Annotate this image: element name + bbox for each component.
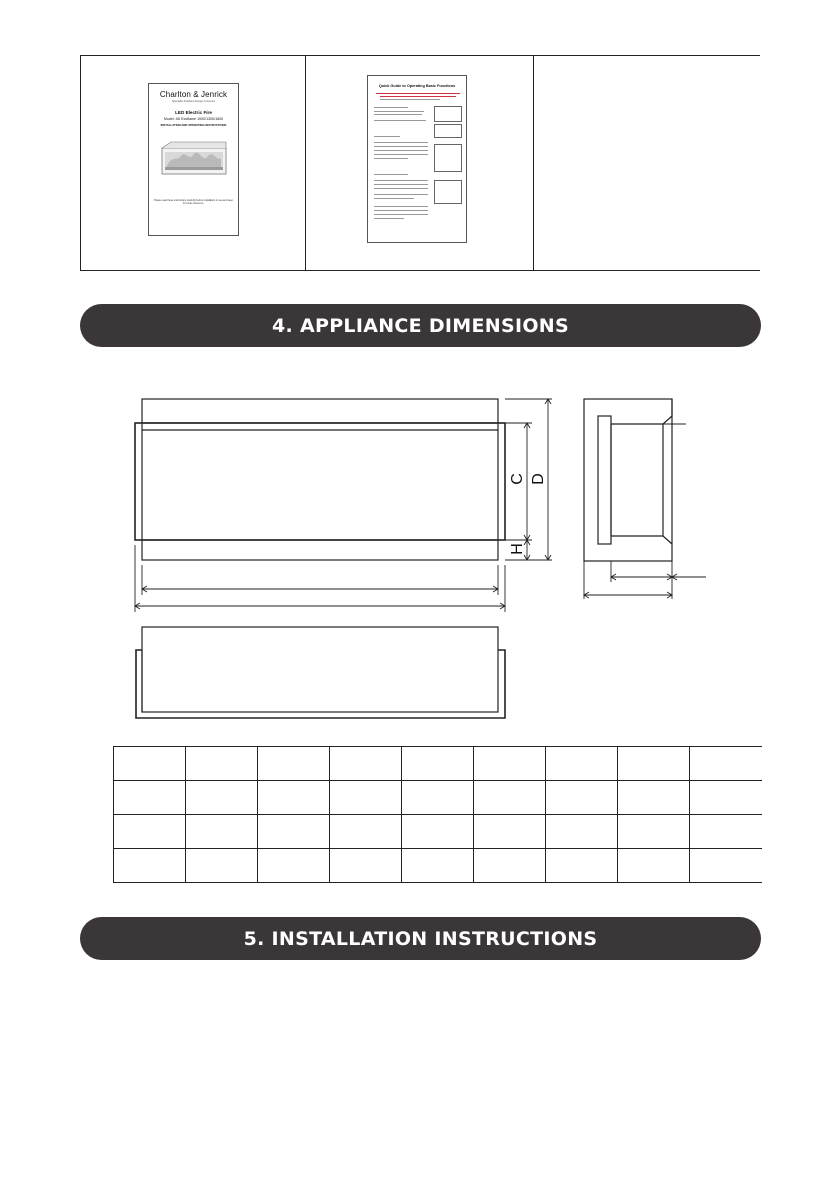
table-cell: [258, 815, 330, 849]
dimension-label-c: C: [508, 473, 526, 485]
section-header-appliance-dimensions: 4. APPLIANCE DIMENSIONS: [80, 304, 761, 347]
table-row: [114, 747, 762, 781]
table-cell: [114, 815, 186, 849]
table-cell: [618, 747, 690, 781]
table-cell: [474, 815, 546, 849]
quick-guide-title: Quick Guide to Operating Basic Functions: [378, 84, 456, 88]
manual-tagline: Specialist Fireplace Design & Service: [171, 100, 216, 103]
table-cell: [474, 781, 546, 815]
table-cell: [546, 747, 618, 781]
table-cell: [114, 781, 186, 815]
table-cell: [330, 815, 402, 849]
table-cell: [330, 781, 402, 815]
table-cell: [258, 747, 330, 781]
table-cell: [690, 815, 762, 849]
dimension-label-d: D: [529, 473, 547, 485]
table-cell: [690, 781, 762, 815]
table-cell: [330, 747, 402, 781]
table-cell: [402, 815, 474, 849]
table-cell: [114, 747, 186, 781]
section-header-installation-instructions: 5. INSTALLATION INSTRUCTIONS: [80, 917, 761, 960]
table-cell: [618, 849, 690, 883]
table-cell: [186, 849, 258, 883]
table-cell: [546, 849, 618, 883]
table-cell: [258, 849, 330, 883]
table-cell: [690, 747, 762, 781]
table-cell: [258, 781, 330, 815]
table-cell: [402, 849, 474, 883]
table-cell: [186, 747, 258, 781]
manual-subtitle: INSTALLATION AND OPERATING INSTRUCTIONS: [160, 123, 227, 127]
dimensions-table: [113, 746, 762, 883]
manual-note: Please read these instructions carefully before installation or use and keep for future reference.: [154, 199, 233, 205]
table-cell: [618, 815, 690, 849]
table-cell: [690, 849, 762, 883]
table-cell: [546, 815, 618, 849]
manual-title: LED Electric Fire: [175, 110, 212, 115]
table-row: [114, 781, 762, 815]
table-cell: [186, 815, 258, 849]
table-cell: [186, 781, 258, 815]
manual-brand: Charlton & Jenrick: [159, 90, 228, 99]
table-cell: [474, 849, 546, 883]
table-cell: [546, 781, 618, 815]
table-cell: [330, 849, 402, 883]
table-cell: [114, 849, 186, 883]
table-cell: [402, 781, 474, 815]
manual-models: Model: 4D Ecoflame 1000/1300/1600: [163, 117, 224, 121]
dimension-label-h: H: [508, 543, 526, 555]
table-cell: [402, 747, 474, 781]
table-cell: [618, 781, 690, 815]
table-row: [114, 815, 762, 849]
table-row: [114, 849, 762, 883]
table-cell: [474, 747, 546, 781]
